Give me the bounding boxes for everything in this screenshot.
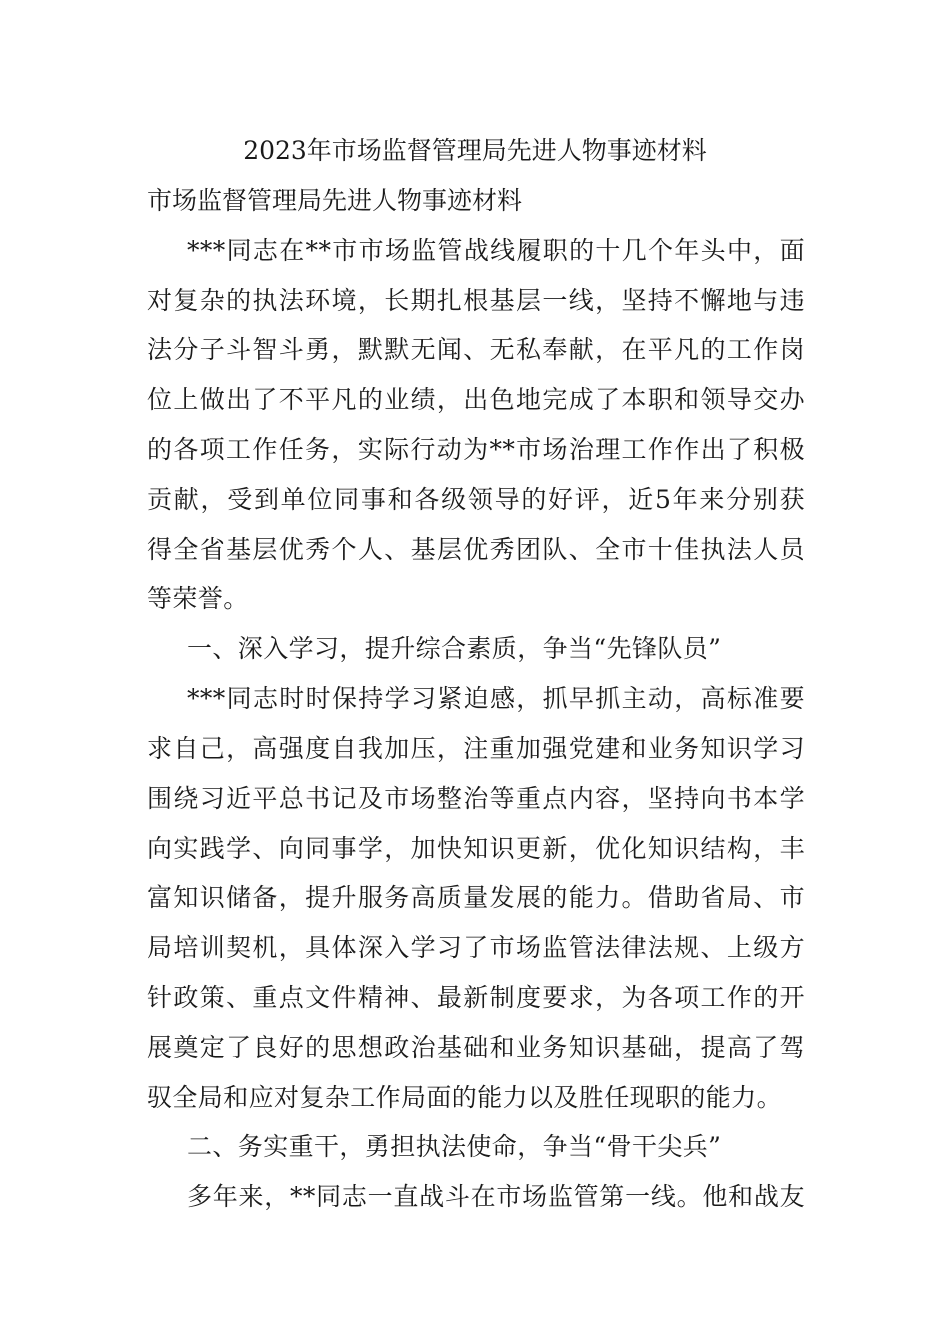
- text-line: 向实践学、向同事学，加快知识更新，优化知识结构，丰: [147, 834, 805, 863]
- document-title: 2023年市场监督管理局先进人物事迹材料: [243, 136, 707, 165]
- text-line: 展奠定了良好的思想政治基础和业务知识基础，提高了驾: [147, 1033, 805, 1062]
- document-subtitle: 市场监督管理局先进人物事迹材料: [147, 186, 523, 215]
- text-line: 求自己，高强度自我加压，注重加强党建和业务知识学习: [147, 734, 805, 763]
- text-line: ***同志时时保持学习紧迫感，抓早抓主动，高标准要: [187, 684, 805, 713]
- section-heading-1: 一、深入学习，提升综合素质，争当“先锋队员”: [187, 634, 722, 663]
- text-line: 位上做出了不平凡的业绩，出色地完成了本职和领导交办: [147, 385, 805, 414]
- text-line: 针政策、重点文件精神、最新制度要求，为各项工作的开: [147, 983, 805, 1012]
- text-line: 对复杂的执法环境，长期扎根基层一线，坚持不懈地与违: [147, 286, 805, 315]
- text-line: 等荣誉。: [147, 584, 249, 613]
- text-line: 得全省基层优秀个人、基层优秀团队、全市十佳执法人员: [147, 535, 805, 564]
- section-heading-2: 二、务实重干，勇担执法使命，争当“骨干尖兵”: [187, 1132, 722, 1161]
- text-line: 驭全局和应对复杂工作局面的能力以及胜任现职的能力。: [147, 1083, 783, 1112]
- text-line: 局培训契机，具体深入学习了市场监管法律法规、上级方: [147, 933, 805, 962]
- text-line: ***同志在**市市场监管战线履职的十几个年头中，面: [187, 236, 805, 265]
- text-line: 富知识储备，提升服务高质量发展的能力。借助省局、市: [147, 883, 805, 912]
- text-line: 的各项工作任务，实际行动为**市场治理工作作出了积极: [147, 435, 805, 464]
- text-line: 围绕习近平总书记及市场整治等重点内容，坚持向书本学: [147, 784, 805, 813]
- text-line: 法分子斗智斗勇，默默无闻、无私奉献，在平凡的工作岗: [147, 335, 805, 364]
- text-line: 多年来，**同志一直战斗在市场监管第一线。他和战友: [187, 1182, 805, 1211]
- text-line: 贡献，受到单位同事和各级领导的好评，近5年来分别获: [147, 485, 805, 514]
